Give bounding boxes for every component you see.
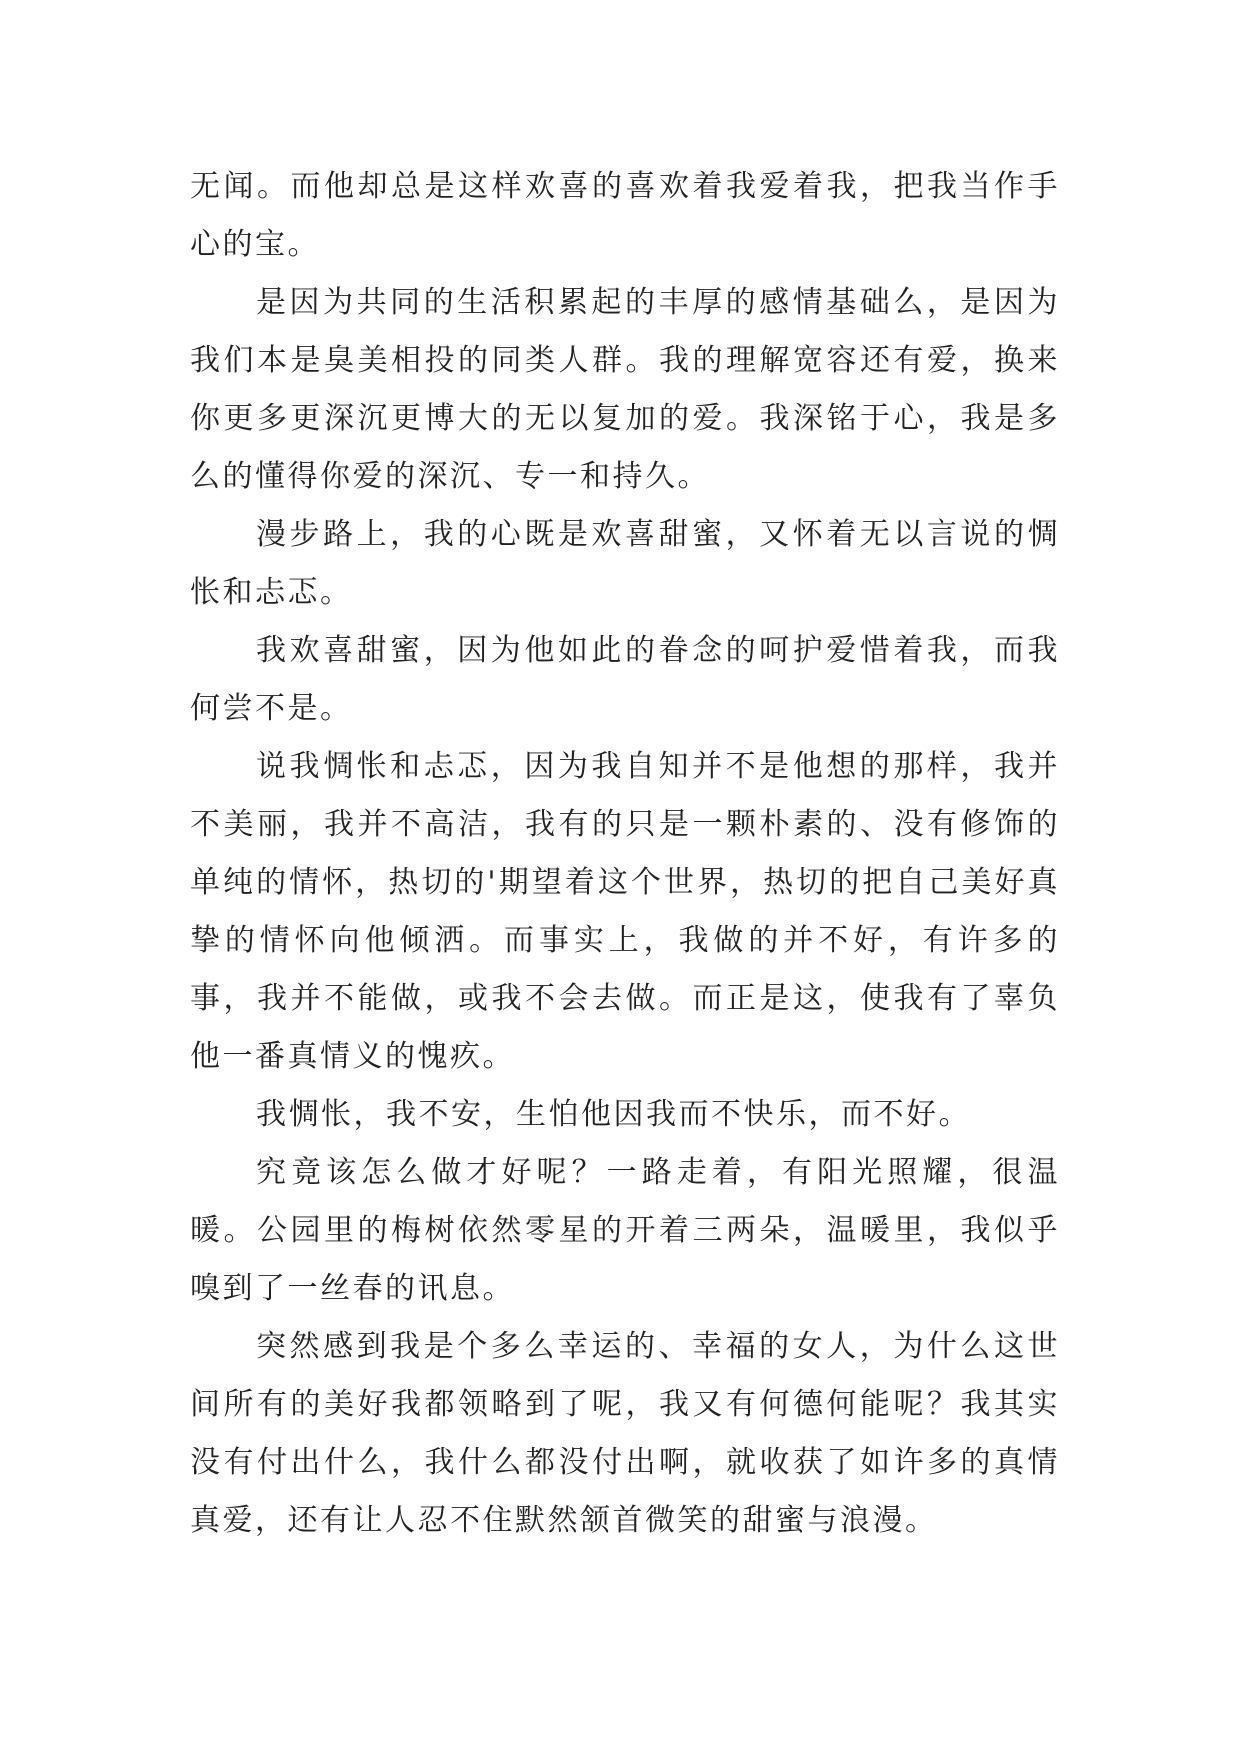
paragraph: 是因为共同的生活积累起的丰厚的感情基础么，是因为我们本是臭美相投的同类人群。我的理解宽容还有爱，换来你更多更深沉更博大的无以复加的爱。我深铭于心，我是多么的懂得你爱的深沉、专一和持久。 <box>190 285 1060 494</box>
paragraph: 究竟该怎么做才好呢？一路走着，有阳光照耀，很温暖。公园里的梅树依然零星的开着三两朵，温暖里，我似乎嗅到了一丝春的讯息。 <box>190 1155 1060 1306</box>
document-body <box>190 158 1060 1550</box>
paragraph: 无闻。而他却总是这样欢喜的喜欢着我爱着我，把我当作手心的宝。 <box>190 169 1060 262</box>
paragraph: 漫步路上，我的心既是欢喜甜蜜，又怀着无以言说的惆怅和忐忑。 <box>190 517 1060 610</box>
paragraph: 说我惆怅和忐忑，因为我自知并不是他想的那样，我并不美丽，我并不高洁，我有的只是一颗朴素的、没有修饰的单纯的情怀，热切的'期望着这个世界，热切的把自己美好真挚的情怀向他倾洒。而事实上，我做的并不好，有许多的事，我并不能做，或我不会去做。而正是这，使我有了辜负他一番真情义的愧疚。 <box>190 749 1060 1074</box>
paragraph: 我欢喜甜蜜，因为他如此的眷念的呵护爱惜着我，而我何尝不是。 <box>190 633 1060 726</box>
paragraph: 突然感到我是个多么幸运的、幸福的女人，为什么这世间所有的美好我都领略到了呢，我又有何德何能呢？我其实没有付出什么，我什么都没付出啊，就收获了如许多的真情真爱，还有让人忍不住默然颔首微笑的甜蜜与浪漫。 <box>190 1329 1060 1538</box>
paragraph: 我惆怅，我不安，生怕他因我而不快乐，而不好。 <box>256 1097 971 1132</box>
